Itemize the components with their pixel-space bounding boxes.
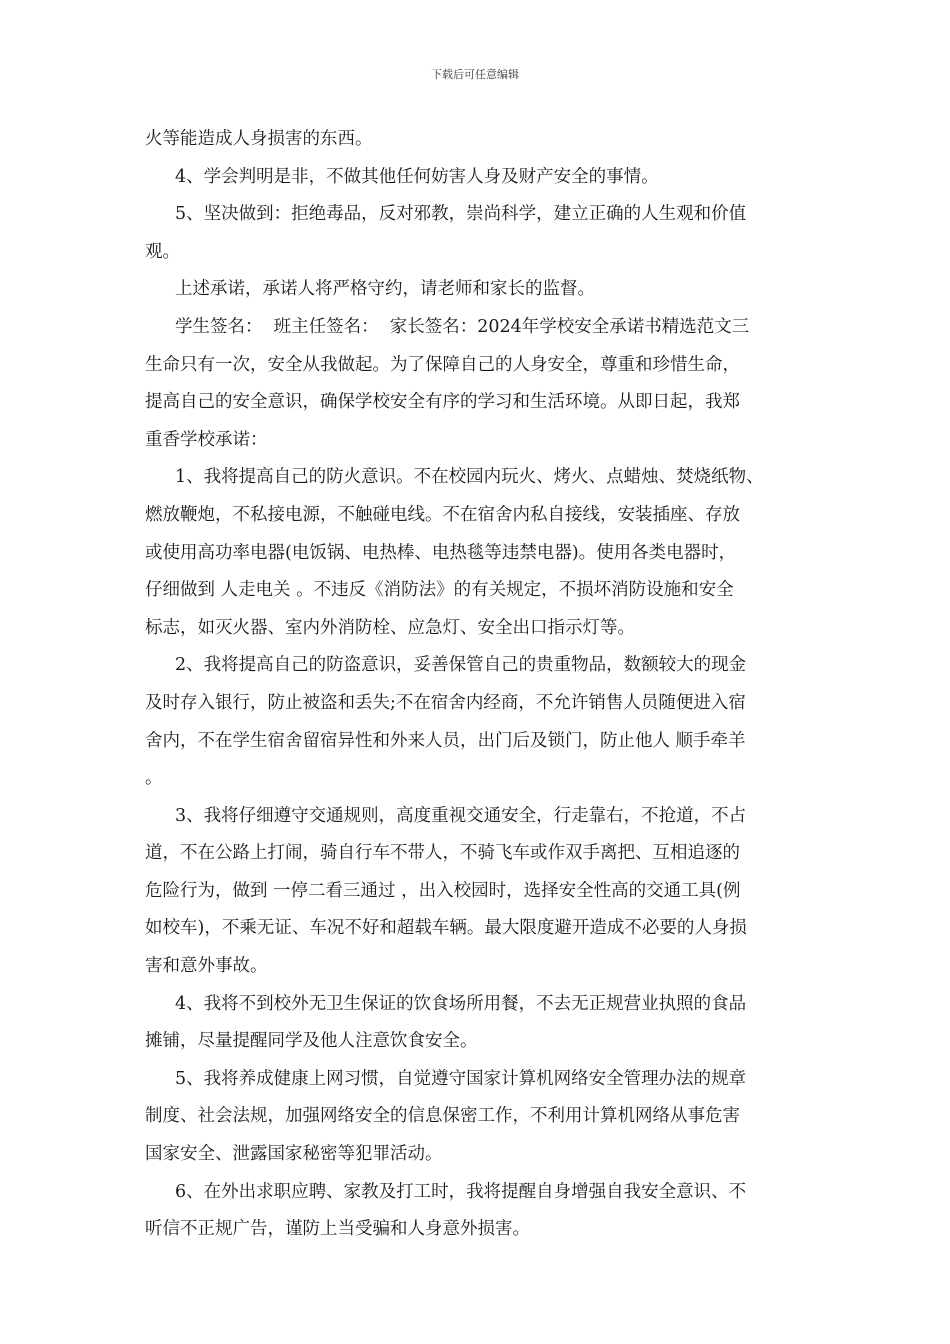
text-line: 5、我将养成健康上网习惯，自觉遵守国家计算机网络安全管理办法的规章 [175,1068,747,1089]
text-line: 危险行为，做到 一停二看三通过 ，出入校园时，选择安全性高的交通工具(例 [145,880,741,901]
text-line: 仔细做到 人走电关 。不违反《消防法》的有关规定，不损坏消防设施和安全 [145,580,734,601]
text-line: 道，不在公路上打闹，骑自行车不带人，不骑飞车或作双手离把、互相追逐的 [145,843,740,864]
text-line: 。 [145,768,163,789]
text-line: 2、我将提高自己的防盗意识，妥善保管自己的贵重物品，数额较大的现金 [175,655,747,676]
text-line: 5、坚决做到：拒绝毒品，反对邪教，崇尚科学，建立正确的人生观和价值 [175,204,747,225]
text-line: 火等能造成人身损害的东西。 [145,129,373,149]
text-line: 如校车)，不乘无证、车况不好和超载车辆。最大限度避开造成不必要的人身损 [145,918,747,939]
text-line: 或使用高功率电器(电饭锅、电热棒、电热毯等违禁电器)。使用各类电器时， [145,542,737,563]
text-line: 听信不正规广告，谨防上当受骗和人身意外损害。 [145,1219,530,1240]
text-line: 燃放鞭炮，不私接电源，不触碰电线。不在宿舍内私自接线，安装插座、存放 [145,504,740,525]
text-line: 3、我将仔细遵守交通规则，高度重视交通安全，行走靠右，不抢道，不占 [175,805,747,826]
text-line: 4、我将不到校外无卫生保证的饮食场所用餐，不去无正规营业执照的食品 [175,993,747,1014]
text-line: 舍内，不在学生宿舍留宿异性和外来人员，出门后及锁门，防止他人 顺手牵羊 [145,730,746,751]
text-line: 观。 [145,241,180,262]
text-line: 摊铺，尽量提醒同学及他人注意饮食安全。 [145,1031,478,1052]
text-line: 害和意外事故。 [145,956,268,977]
text-line: 提高自己的安全意识，确保学校安全有序的学习和生活环境。从即日起，我郑 [145,392,740,413]
text-line: 上述承诺，承诺人将严格守约，请老师和家长的监督。 [175,279,595,300]
text-line: 学生签名： 班主任签名： 家长签名：2024年学校安全承诺书精选范文三 [175,316,750,337]
text-line: 及时存入银行，防止被盗和丢失;不在宿舍内经商，不允许销售人员随便进入宿 [145,692,746,713]
text-line: 标志，如灭火器、室内外消防栓、应急灯、安全出口指示灯等。 [145,617,635,638]
page-header: 下载后可任意编辑 [431,68,519,81]
document-body [145,121,811,1249]
text-line: 重香学校承诺： [145,429,268,450]
text-line: 国家安全、泄露国家秘密等犯罪活动。 [145,1144,443,1165]
text-line: 6、在外出求职应聘、家教及打工时，我将提醒自身增强自我安全意识、不 [175,1181,747,1202]
text-line: 1、我将提高自己的防火意识。不在校园内玩火、烤火、点蜡烛、焚烧纸物、 [175,467,764,488]
text-line: 生命只有一次，安全从我做起。为了保障自己的人身安全，尊重和珍惜生命， [145,354,740,375]
text-line: 4、学会判明是非，不做其他任何妨害人身及财产安全的事情。 [175,166,659,187]
text-line: 制度、社会法规，加强网络安全的信息保密工作，不利用计算机网络从事危害 [145,1106,740,1127]
